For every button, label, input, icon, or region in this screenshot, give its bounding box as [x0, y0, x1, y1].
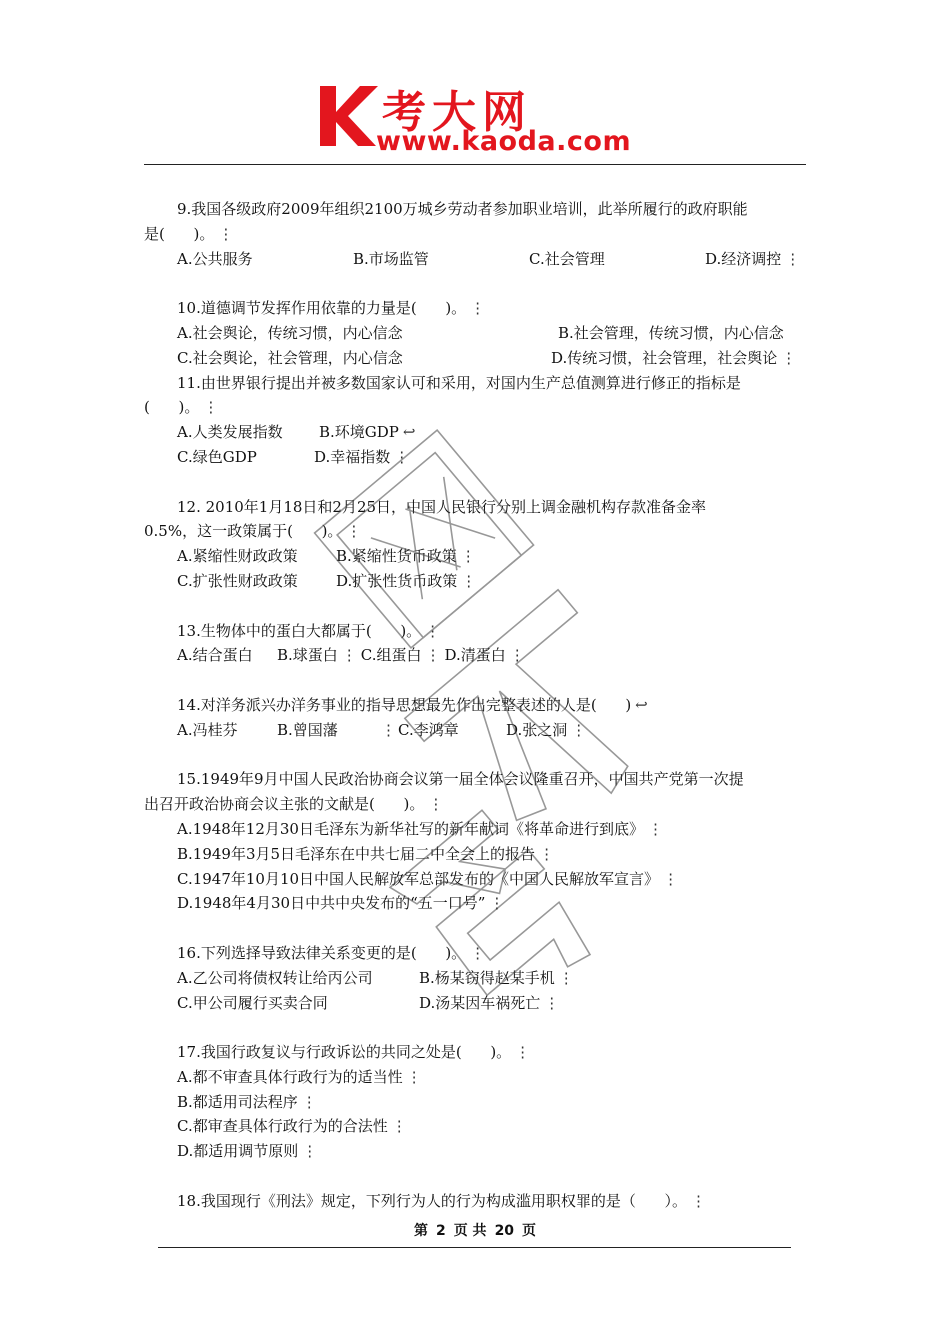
- page-mid: 页 共: [453, 1223, 487, 1239]
- q10-options-row1: [144, 321, 808, 346]
- q14-option-c: C.李鸿章: [398, 720, 459, 739]
- q13-option-a: A.结合蛋白: [177, 646, 253, 665]
- q12-option-c: C.扩张性财政政策: [177, 571, 298, 590]
- k-logo-icon: [318, 82, 380, 148]
- q14-option-a: A.冯桂芬: [177, 720, 238, 739]
- q15-stem: 15.1949年9月中国人民政治协商会议第一届全体会议隆重召开，中国共产党第一次提: [177, 770, 744, 789]
- q11-stem: 11.由世界银行提出并被多数国家认可和采用，对国内生产总值测算进行修正的指标是: [177, 373, 741, 392]
- q15-stem-cont: 出召开政治协商会议主张的文献是( )。: [144, 795, 425, 814]
- q17-stem: 17.我国行政复议与行政诉讼的共同之处是( )。: [177, 1043, 512, 1062]
- q13-options: A.结合蛋白 B.球蛋白 ⋮ C.组蛋白 ⋮ D.清蛋白 ⋮: [144, 643, 808, 668]
- q12-options-row2: C.扩张性财政政策 D.扩张性货币政策 ⋮: [144, 569, 808, 594]
- q10-option-d: D.传统习惯，社会管理，社会舆论: [551, 348, 778, 367]
- q16-option-b: B.杨某窃得赵某手机: [419, 968, 555, 987]
- q11-option-a: A.人类发展指数: [177, 423, 283, 442]
- q14-option-d: D.张之洞: [506, 720, 568, 739]
- q9-stem: 9.我国各级政府2009年组织2100万城乡劳动者参加职业培训，此举所履行的政府职能: [177, 200, 748, 218]
- q9-option-c: C.社会管理: [529, 249, 605, 268]
- q12-options-row1: A.紧缩性财政政策 B.紧缩性货币政策 ⋮: [144, 544, 808, 569]
- page-prefix: 第: [413, 1223, 428, 1239]
- q9-option-a: A.公共服务: [177, 249, 253, 268]
- footer-divider: [158, 1247, 791, 1248]
- q10-stem: 10.道德调节发挥作用依靠的力量是( )。: [177, 299, 467, 318]
- header-divider: [144, 164, 806, 165]
- q9-option-d: D.经济调控: [705, 249, 782, 268]
- q13-option-b: B.球蛋白: [277, 646, 338, 665]
- q16-option-d: D.汤某因车祸死亡: [419, 993, 541, 1012]
- page-number: [0, 1220, 950, 1240]
- q15-option-d: D.1948年4月30日中共中央发布的“五一口号”: [177, 894, 486, 913]
- q12-stem: 12. 2010年1月18日和2月25日，中国人民银行分别上调金融机构存款准备金率: [177, 497, 707, 516]
- q9-options: A.公共服务 B.市场监管 C.社会管理 D.经济调控 ⋮: [144, 247, 808, 272]
- q12-option-d: D.扩张性货币政策: [336, 571, 458, 590]
- q15-option-c: C.1947年10月10日中国人民解放军总部发布的《中国人民解放军宣言》: [177, 869, 660, 888]
- logo-url: www.kaoda.com: [376, 126, 632, 157]
- q11-options-row1: A.人类发展指数 B.环境GDP ↩: [144, 420, 808, 445]
- q15-option-a: A.1948年12月30日毛泽东为新华社写的新年献词《将革命进行到底》: [177, 819, 644, 838]
- q13-stem: 13.生物体中的蛋白大都属于( )。: [177, 621, 422, 640]
- q11-option-d: D.幸福指数: [314, 447, 391, 466]
- page-current: 2: [435, 1223, 446, 1239]
- q16-options-row2: C.甲公司履行买卖合同 D.汤某因车祸死亡 ⋮: [144, 991, 808, 1016]
- q10-option-b: B.社会管理，传统习惯，内心信念: [558, 323, 784, 342]
- q12-option-b: B.紧缩性货币政策: [336, 547, 457, 566]
- page-total: 20: [494, 1223, 515, 1239]
- q11-options-row2: C.绿色GDP D.幸福指数 ⋮: [144, 445, 808, 470]
- q17-option-b: B.都适用司法程序: [177, 1092, 298, 1111]
- question-list: 9.我国各级政府2009年组织2100万城乡劳动者参加职业培训，此举所履行的政府职能 是( )。 ⋮ A.公共服务 B.市场监管 C.社会管理 D.经济调控 ⋮ 10.道德调节发挥作用依靠的力量是( )。 ⋮ A.社会舆论，传统习惯，内心信念 B.社会管理，传统习惯，内心信念 C.社会舆论，社会管理，内心信念 D.传统习惯，社会管理，社会舆论 ⋮ 11.由世界银行提出并被多数国家认可和采用，对国内生产总值测算进行修正的指标是 ( )。 ⋮ A.人类发展指数 B.环境GDP ↩ C.绿色GDP D.幸福指数 ⋮ 12. 2010年1月18日和2月25日，中国人民银行分别上调金融机构存款准备金率 0.5%，这一政策属于( )。 ⋮ A.紧缩性财政政策 B.紧缩性货币政策 ⋮ C.扩张性财政政策 D.扩张性货币政策 ⋮ 13.生物体中的蛋白大都属于( )。 ⋮ A.结合蛋白 B.球蛋白 ⋮ C.组蛋白 ⋮ D.清蛋白 ⋮ 14.对洋务派兴办洋务事业的指导思想最先作出完整表述的人是( ) ↩ A.冯桂芬 B.曾国藩 ⋮ C.李鸿章 D.张之洞 ⋮ 15.1949年9月中国人民政治协商会议第一届全体会议隆重召开，中国共产党第一次提 出召开政治协商会议主张的文献是( )。 ⋮ A.1948年12月30日毛泽东为新华社写的新年献词《将革命进行到底》 ⋮ B.1949年3月5日毛泽东在中共七届二中全会上的报告 ⋮ C.1947年10月10日中国人民解放军总部发布的《中国人民解放军宣言》 ⋮ D.1948年4月30日中共中央发布的“五一口号” ⋮ 16.下列选择导致法律关系变更的是( )。 ⋮ A.乙公司将债权转让给丙公司 B.杨某窃得赵某手机 ⋮ C.甲公司履行买卖合同 D.汤某因车祸死亡 ⋮ 17.我国行政复议与行政诉讼的共同之处是( )。 ⋮ A.都不审查具体行政行为的适当性 ⋮ B.都适用司法程序 ⋮ C.都审查具体行政行为的合法性 ⋮ D.都适用调节原则 ⋮ 18.我国现行《刑法》规定，下列行为人的行为构成滥用职权罪的是（ ）。 ⋮: [144, 197, 808, 1214]
- q14-options: A.冯桂芬 B.曾国藩 ⋮ C.李鸿章 D.张之洞 ⋮: [144, 718, 808, 743]
- q13-option-c: C.组蛋白: [360, 646, 422, 665]
- q16-option-c: C.甲公司履行买卖合同: [177, 993, 328, 1012]
- q10-options-row2: C.社会舆论，社会管理，内心信念 D.传统习惯，社会管理，社会舆论 ⋮: [144, 346, 808, 371]
- q11-option-b: B.环境GDP: [319, 423, 399, 442]
- q13-option-d: D.清蛋白: [444, 646, 506, 665]
- q9-option-b: B.市场监管: [353, 249, 429, 268]
- q14-option-b: B.曾国藩: [277, 720, 338, 739]
- q16-options-row1: A.乙公司将债权转让给丙公司 B.杨某窃得赵某手机 ⋮: [144, 966, 808, 991]
- q17-option-a: A.都不审查具体行政行为的适当性: [177, 1067, 403, 1086]
- q11-option-c: C.绿色GDP: [177, 447, 257, 466]
- q12-option-a: A.紧缩性财政政策: [177, 547, 298, 566]
- q18-stem: 18.我国现行《刑法》规定，下列行为人的行为构成滥用职权罪的是（ ）。: [177, 1191, 687, 1210]
- q17-option-c: C.都审查具体行政行为的合法性: [177, 1117, 388, 1136]
- q14-stem: 14.对洋务派兴办洋务事业的指导思想最先作出完整表述的人是( ): [177, 695, 632, 714]
- q9-stem-cont: 是( )。: [144, 224, 215, 243]
- q10-option-a: A.社会舆论，传统习惯，内心信念: [177, 323, 403, 342]
- q17-option-d: D.都适用调节原则: [177, 1142, 299, 1161]
- q12-stem-cont: 0.5%，这一政策属于( )。: [144, 522, 343, 541]
- q15-option-b: B.1949年3月5日毛泽东在中共七届二中全会上的报告: [177, 844, 536, 863]
- q16-stem: 16.下列选择导致法律关系变更的是( )。: [177, 943, 467, 962]
- q16-option-a: A.乙公司将债权转让给丙公司: [177, 968, 373, 987]
- kaoda-logo: [318, 82, 640, 160]
- q10-option-c: C.社会舆论，社会管理，内心信念: [177, 348, 403, 367]
- q11-stem-cont: ( )。: [144, 398, 200, 417]
- logo-title: 考大网: [382, 87, 532, 138]
- page-suffix: 页: [522, 1223, 537, 1239]
